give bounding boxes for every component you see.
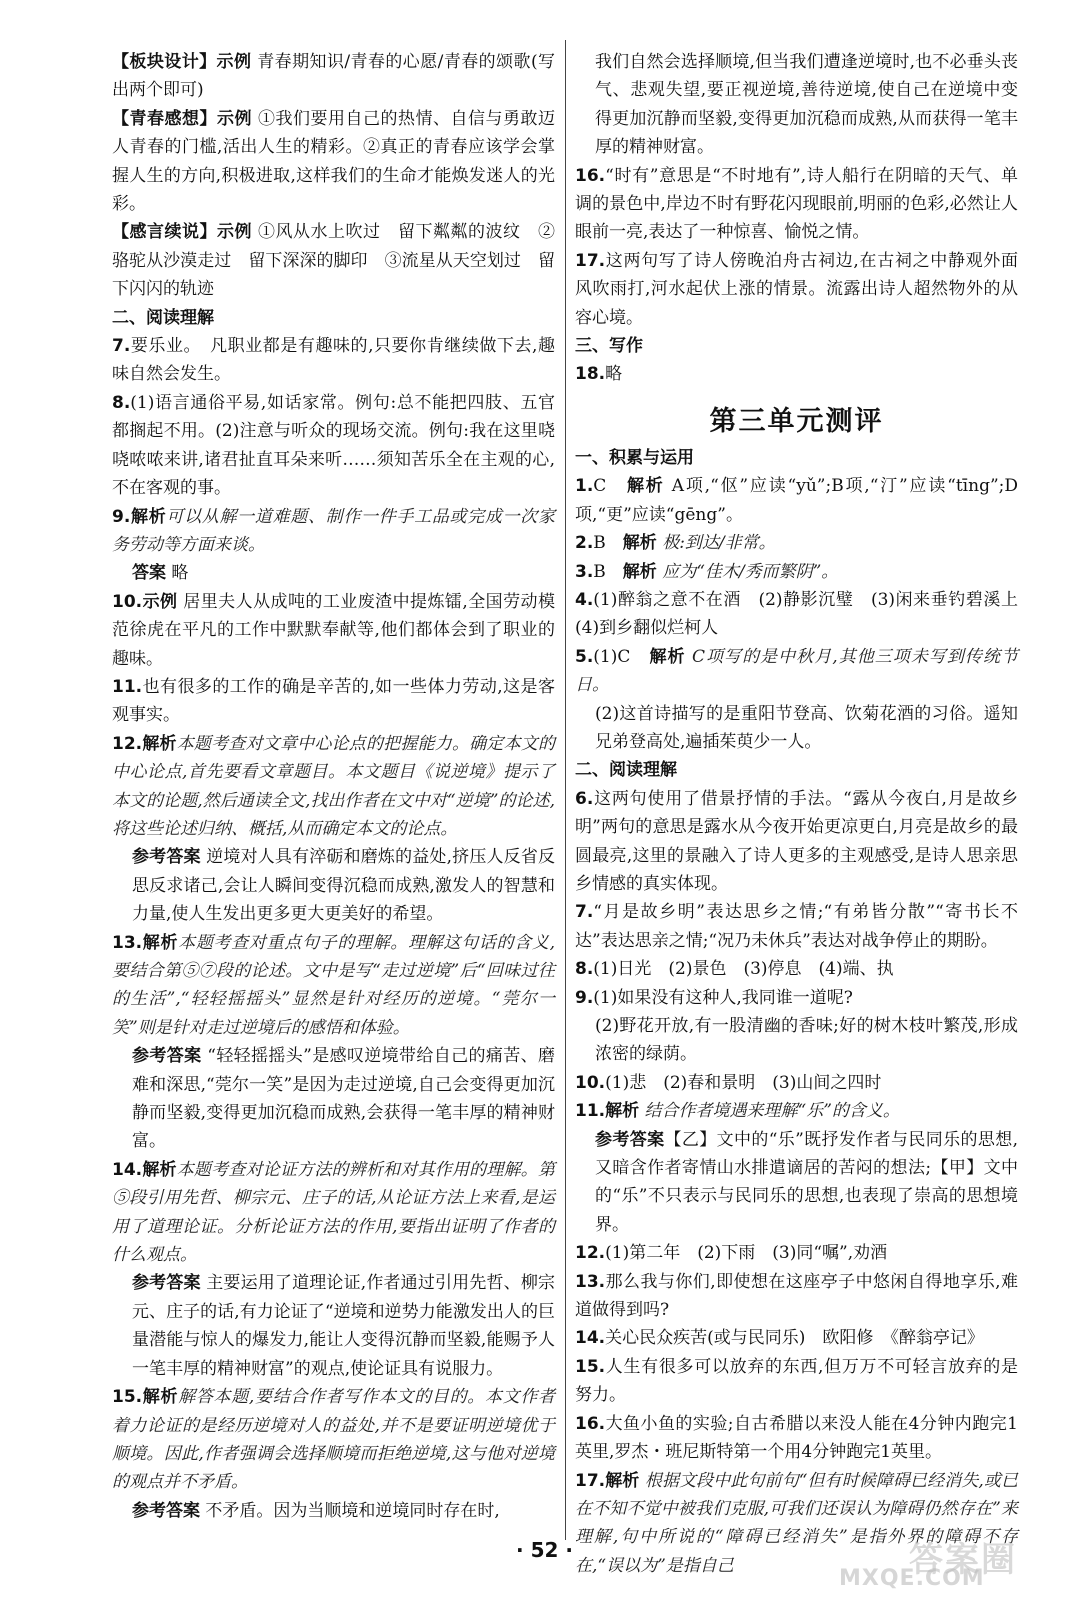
answer-text: (1)醉翁之意不在酒 (2)静影沉璧 (3)闲来垂钓碧溪上 (4)到乡翻似烂柯人 (575, 589, 1035, 639)
question-number: 9. (112, 506, 131, 527)
answer-text: 主要运用了道理论证,作者通过引用先哲、柳宗元、庄子的话,有力论证了“逆境和逆势力能激发出人的巨量潜能与惊人的爆发力,能让人变得沉静而坚毅,能赐予人一笔丰厚的精神财富”的观点,使论证具有说服力。 (132, 1273, 555, 1379)
question-number: 9. (575, 987, 594, 1008)
answer-text: (1)C (593, 646, 650, 667)
question-number: 7. (112, 336, 131, 357)
answer-text: 那么我与你们,即使想在这座亭子中悠闲自得地享乐,难道做得到吗? (575, 1271, 1018, 1321)
answer-text: B (593, 561, 623, 582)
answer-paragraph (575, 984, 1018, 1012)
answer-paragraph (112, 48, 555, 105)
answer-text: 这两句使用了借景抒情的手法。“露从今夜白,月是故乡明”两句的意思是露水从今夜开始更凉更白,月亮是故乡的最圆最亮,这里的景融入了诗人更多的主观感受,是诗人思亲思乡情感的真实体现。 (575, 788, 1018, 894)
question-number: 13. (112, 932, 143, 953)
answer-paragraph (575, 1324, 1018, 1352)
label-tag: 解析 (130, 506, 167, 527)
label-tag: 【青春感想】示例 (112, 108, 253, 129)
answer-text: B (593, 533, 623, 554)
label-tag: 参考答案 (132, 1046, 202, 1067)
answer-text: “时有”意思是“不时地有”,诗人船行在阴暗的天气、单调的景色中,岸边不时有野花闪现眼前,明丽的色彩,必然让人眼前一亮,表达了一种惊喜、愉悦之情。 (575, 165, 1018, 243)
answer-paragraph (112, 559, 555, 587)
question-number: 6. (575, 788, 594, 809)
section-heading: 一、积累与运用 (575, 447, 694, 468)
answer-paragraph (575, 1410, 1018, 1467)
answer-paragraph (575, 643, 1018, 700)
label-tag: 解析 (622, 561, 657, 582)
answer-text: (1)第二年 (2)下雨 (3)同“嘱”,劝酒 (605, 1243, 888, 1264)
watermark-en: MXQE.COM (839, 1566, 985, 1591)
answer-text: 这两句写了诗人傍晚泊舟古祠边,在古祠之中静观外面风吹雨打,河水起伏上涨的情景。流露出诗人超然物外的从容心境。 (575, 250, 1018, 328)
answer-text: 不矛盾。因为当顺境和逆境同时存在时, (200, 1500, 500, 1521)
section-heading: 二、阅读理解 (112, 307, 214, 328)
answer-text: 略 (605, 364, 623, 385)
answer-paragraph (575, 360, 1018, 388)
page-number: · 52 · (516, 1538, 573, 1562)
answer-text: 要乐业。 凡职业都是有趣味的,只要你肯继续做下去,趣味自然会发生。 (112, 336, 555, 385)
question-number: 10. (575, 1072, 606, 1093)
question-number: 15. (112, 1387, 143, 1408)
label-tag: 解析 (142, 733, 177, 754)
answer-paragraph (112, 588, 555, 673)
question-number: 16. (575, 1413, 606, 1434)
answer-paragraph (575, 529, 1018, 557)
column-divider (565, 40, 566, 1540)
question-number: 17. (575, 250, 606, 271)
question-number: 7. (575, 902, 594, 923)
question-number: 8. (575, 959, 594, 980)
answer-paragraph (575, 1239, 1018, 1267)
answer-paragraph (575, 1268, 1018, 1325)
answer-text: (2)野花开放,有一股清幽的香味;好的树木枝叶繁茂,形成浓密的绿荫。 (595, 1016, 1018, 1065)
analysis-text: 本题考查对论证方法的辨析和对其作用的理解。第⑤段引用先哲、柳宗元、庄子的话,从论证方法上来看,是运用了道理论证。分析论证方法的作用,要指出证明了作者的什么观点。 (112, 1159, 555, 1266)
answer-paragraph (575, 162, 1018, 247)
answer-paragraph (112, 332, 555, 389)
answer-paragraph (575, 586, 1035, 643)
label-tag: 解析 (605, 1470, 640, 1491)
analysis-text: C项写的是中秋月,其他三项未写到传统节日。 (575, 646, 1018, 696)
answer-text: 居里夫人从成吨的工业废渣中提炼镭,全国劳动模范徐虎在平凡的工作中默默奉献等,他们都体会到了职业的趣味。 (112, 591, 555, 669)
label-tag: 答案 (132, 563, 166, 584)
answer-text: “月是故乡明”表达思乡之情;“有弟皆分散”“寄书长不达”表达思亲之情;“况乃未休兵”表达对战争停止的期盼。 (575, 902, 1018, 951)
answer-text: C (593, 476, 627, 497)
answer-text: ①风从水上吹过 留下粼粼的波纹 ②骆驼从沙漠走过 留下深深的脚印 ③流星从天空划过 留下闪闪的轨迹 (112, 222, 555, 300)
answer-text: ①我们要用自己的热情、自信与勇敢迈人青春的门槛,活出人生的精彩。②真正的青春应该学会掌握人生的方向,积极进取,这样我们的生命才能焕发迷人的光彩。 (112, 108, 555, 215)
answer-paragraph (112, 673, 555, 730)
label-tag: 【板块设计】示例 (112, 52, 252, 72)
answer-text: (1)如果没有这种人,我同谁一道呢? (593, 987, 853, 1008)
answer-paragraph (575, 700, 1018, 757)
analysis-text: 本题考查对重点句子的理解。理解这句话的含义,要结合第⑤⑦段的论述。文中是写“走过逆境”后“回味过往的生活”,“轻轻摇摇头”显然是针对经历的逆境。“莞尔一笑”则是针对走过逆境后的感悟和体验。 (112, 932, 556, 1038)
answer-paragraph (575, 558, 1018, 586)
answer-text: 也有很多的工作的确是辛苦的,如一些体力劳动,这是客观事实。 (112, 676, 555, 726)
question-number: 2. (575, 533, 594, 554)
question-number: 14. (112, 1159, 143, 1180)
answer-paragraph (575, 472, 1018, 529)
answer-text: 略 (166, 563, 189, 584)
section-heading: 二、阅读理解 (575, 760, 677, 781)
answer-paragraph (112, 1156, 555, 1270)
answer-paragraph (112, 105, 555, 219)
answer-text: 人生有很多可以放弃的东西,但万万不可轻言放弃的是努力。 (575, 1356, 1018, 1406)
analysis-text: 本题考查对文章中心论点的把握能力。确定本文的中心论点,首先要看文章题目。本文题目《说逆境》提示了本文的论题,然后通读全文,找出作者在文中对“逆境”的论述,将这些论述归纳、概括,从而确定本文的论点。 (112, 733, 555, 839)
unit-title: 第三单元测评 (709, 405, 884, 437)
answer-paragraph (112, 929, 555, 1043)
right-column (575, 48, 1035, 1580)
question-number: 5. (575, 646, 594, 667)
analysis-text: 根据文段中此句前句“但有时候障碍已经消失,或已在不知不觉中被我们克服,可我们还误认为障碍仍然存在”来理解,句中所说的“障碍已经消失”是指外界的障碍不存在,“误以为”是指自己 (575, 1470, 1019, 1576)
answer-paragraph (575, 48, 1018, 162)
analysis-text: 极:到达/非常。 (656, 533, 776, 554)
answer-text: (1)日光 (2)景色 (3)停息 (4)端、执 (593, 959, 894, 980)
question-number: 4. (575, 589, 594, 610)
watermark-logo (839, 1536, 1059, 1592)
question-number: 12. (112, 733, 143, 754)
question-number: 1. (575, 476, 594, 497)
answer-paragraph (112, 1383, 555, 1497)
label-tag: 参考答案 (132, 847, 201, 868)
answer-paragraph (575, 1353, 1018, 1410)
label-tag: 解析 (142, 1387, 179, 1408)
answer-paragraph (575, 1069, 1018, 1097)
question-number: 13. (575, 1271, 606, 1292)
question-number: 8. (112, 392, 131, 413)
answer-paragraph (112, 503, 555, 560)
answer-text: 青春期知识/青春的心愿/青春的颂歌(写出两个即可) (112, 52, 556, 101)
question-number: 18. (575, 364, 606, 385)
left-column (112, 48, 555, 1525)
answer-paragraph (112, 389, 555, 503)
answer-text: 逆境对人具有淬砺和磨炼的益处,挤压人反省反思反求诸己,会让人瞬间变得沉稳而成熟,激发人的智慧和力量,使人生发出更多更大更美好的希望。 (132, 847, 555, 925)
answer-paragraph (575, 247, 1018, 332)
question-number: 12. (575, 1243, 606, 1264)
answer-paragraph (575, 785, 1018, 899)
question-number: 11. (575, 1101, 606, 1122)
answer-paragraph (112, 1269, 555, 1383)
analysis-text: 解答本题,要结合作者写作本文的目的。本文作者着力论证的是经历逆境对人的益处,并不是要证明逆境优于顺境。因此,作者强调会选择顺境而拒绝逆境,这与他对逆境的观点并不矛盾。 (112, 1387, 556, 1493)
answer-paragraph (575, 1097, 1018, 1125)
answer-text: 【乙】文中的“乐”既抒发作者与民同乐的思想,又暗含作者寄情山水排遣谪居的苦闷的想法;【甲】文中的“乐”不只表示与民同乐的思想,也表现了崇高的思想境界。 (595, 1129, 1018, 1235)
question-number: 10. (112, 591, 143, 612)
label-tag: 解析 (142, 1159, 177, 1180)
answer-paragraph (112, 1042, 555, 1156)
answer-text: 我们自然会选择顺境,但当我们遭逢逆境时,也不必垂头丧气、悲观失望,要正视逆境,善待逆境,使自己在逆境中变得更加沉静而坚毅,变得更加沉稳而成熟,从而获得一笔丰厚的精神财富。 (595, 52, 1018, 158)
answer-text: 关心民众疾苦(或与民同乐) 欧阳修 《醉翁亭记》 (605, 1328, 984, 1349)
answer-paragraph (575, 1126, 1018, 1240)
question-number: 16. (575, 165, 606, 186)
label-tag: 参考答案 (132, 1273, 201, 1294)
analysis-text: 结合作者境遇来理解“乐”的含义。 (639, 1101, 900, 1122)
answer-text: 大鱼小鱼的实验;自古希腊以来没人能在4分钟内跑完1英里,罗杰・班尼斯特第一个用4分钟跑完1英里。 (575, 1413, 1018, 1463)
answer-paragraph (575, 1012, 1018, 1069)
answer-paragraph (575, 898, 1018, 955)
label-tag: 解析 (649, 646, 686, 667)
label-tag: 解析 (605, 1101, 640, 1122)
watermark-cn: 答案圈 (909, 1540, 1017, 1580)
answer-text: “轻轻摇摇头”是感叹逆境带给自己的痛苦、磨难和深思,“莞尔一笑”是因为走过逆境,自己会变得更加沉静而坚毅,变得更加沉稳而成熟,会获得一笔丰厚的精神财富。 (132, 1046, 555, 1152)
answer-text: (1)悲 (2)春和景明 (3)山间之四时 (605, 1072, 882, 1093)
label-tag: 示例 (142, 591, 178, 612)
analysis-text: 可以从解一道难题、制作一件手工品或完成一次家务劳动等方面来谈。 (112, 506, 556, 555)
label-tag: 解析 (622, 533, 657, 554)
label-tag: 参考答案 (132, 1500, 200, 1521)
section-heading: 三、写作 (575, 336, 643, 357)
question-number: 17. (575, 1470, 606, 1491)
answer-text: A项,“伛”应读“yǔ”;B项,“汀”应读“tīng”;D项,“更”应读“gēng”。 (575, 476, 1018, 525)
answer-paragraph (112, 1497, 555, 1525)
question-number: 14. (575, 1328, 606, 1349)
answer-paragraph (575, 955, 1018, 983)
question-number: 15. (575, 1356, 606, 1377)
label-tag: 解析 (142, 932, 179, 953)
label-tag: 参考答案 (595, 1129, 665, 1150)
analysis-text: 应为“佳木/秀而繁阴”。 (656, 561, 839, 582)
label-tag: 【感言续说】示例 (112, 222, 253, 243)
answer-paragraph (112, 218, 555, 303)
answer-text: (2)这首诗描写的是重阳节登高、饮菊花酒的习俗。遥知兄弟登高处,遍插茱萸少一人。 (595, 703, 1018, 752)
answer-paragraph (112, 843, 555, 928)
question-number: 3. (575, 561, 594, 582)
question-number: 11. (112, 676, 143, 697)
answer-paragraph (112, 730, 555, 844)
answer-text: (1)语言通俗平易,如话家常。例句:总不能把四肢、五官都搁起不用。(2)注意与听众的现场交流。例句:我在这里哓哓哝哝来讲,诸君扯直耳朵来听……须知苦乐全在主观的心,不在客观的事。 (112, 392, 555, 499)
label-tag: 解析 (626, 476, 665, 497)
